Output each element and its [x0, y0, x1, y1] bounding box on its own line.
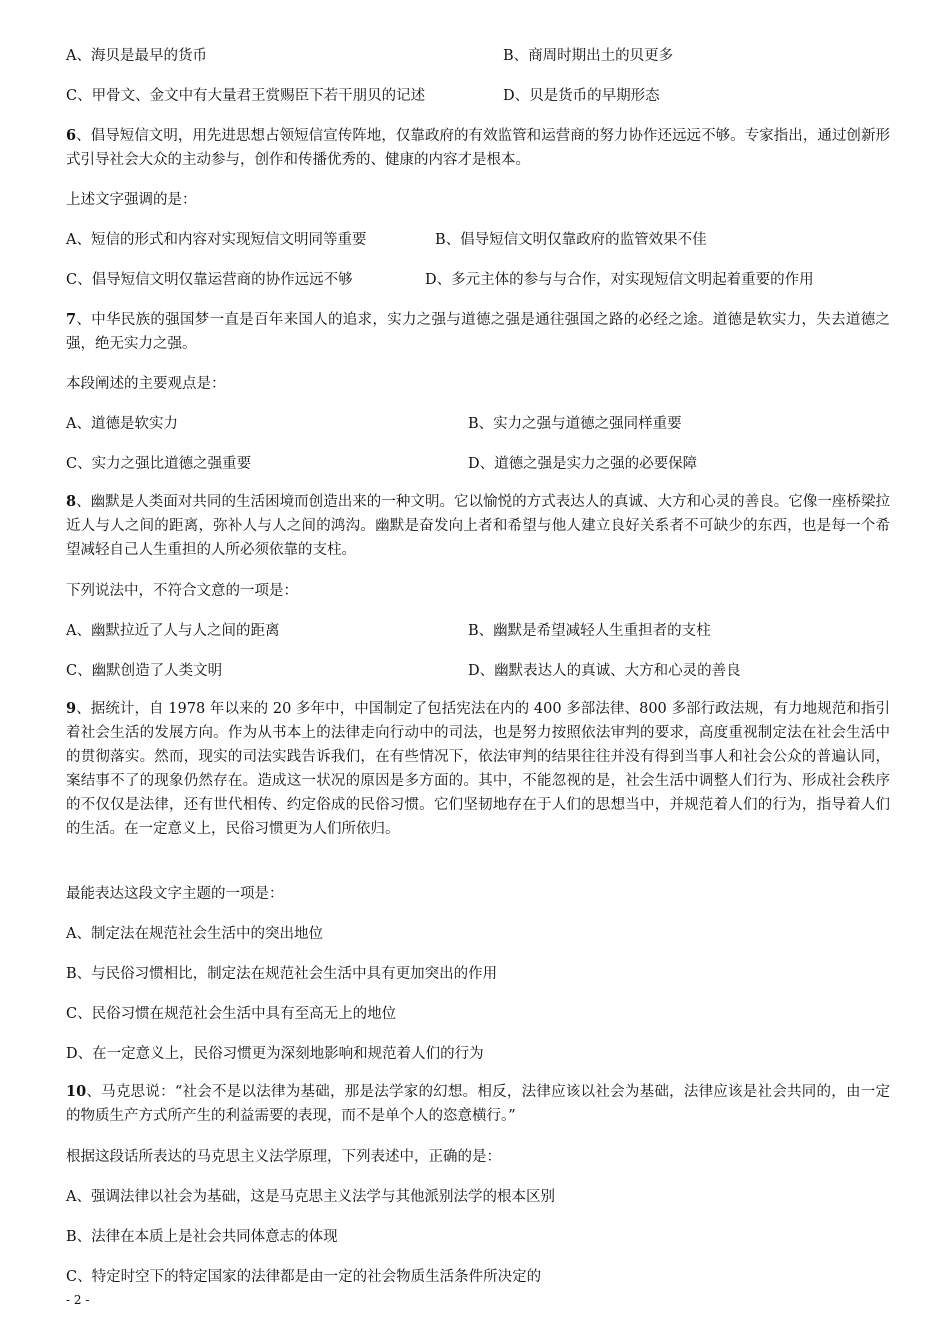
question-8-text: 、幽默是人类面对共同的生活困境而创造出来的一种文明。它以愉悦的方式表达人的真诚、大方和心灵的善良。它像一座桥梁拉近人与人之间的距离，弥补人与人之间的鸿沟。幽默是奋发向上者和希望与他人建立良好关系者不可缺少的东西，也是每一个希望减轻自己人生重担的人所必须依靠的支柱。: [66, 494, 890, 558]
question-7-prompt: 本段阐述的主要观点是：: [66, 376, 226, 392]
prev-option-a: A、海贝是最早的货币: [66, 48, 207, 64]
question-6-stem: [66, 124, 890, 172]
question-8-option-d: D、幽默表达人的真诚、大方和心灵的善良: [468, 663, 741, 679]
question-9-option-a: A、制定法在规范社会生活中的突出地位: [66, 926, 323, 942]
question-6-option-a: A、短信的形式和内容对实现短信文明同等重要: [66, 232, 367, 248]
question-7-text: 、中华民族的强国梦一直是百年来国人的追求，实力之强与道德之强是通往强国之路的必经之途。道德是软实力，失去道德之强，绝无实力之强。: [66, 312, 890, 352]
question-10-text: 、马克思说：“社会不是以法律为基础，那是法学家的幻想。相反，法律应该以社会为基础，法律应该是社会共同的，由一定的物质生产方式所产生的利益需要的表现，而不是单个人的恣意横行。”: [66, 1084, 890, 1124]
question-10-prompt: 根据这段话所表达的马克思主义法学原理，下列表述中，正确的是：: [66, 1149, 501, 1165]
question-9-text: 、据统计，自 1978 年以来的 20 多年中，中国制定了包括宪法在内的 400 多部法律、800 多部行政法规，有力地规范和指引着社会生活的发展方向。作为从书本上的法律走向行动中的司法，也是努力按照依法审判的要求，高度重视制定法在社会生活中的贯彻落实。然而，现实的司法实践告诉我们，在有些情况下，依法审判的结果往往并没有得到当事人和社会公众的普遍认同，案结事不了的现象仍然存在。造成这一状况的原因是多方面的。其中，不能忽视的是，社会生活中调整人们行为、形成社会秩序的不仅仅是法律，还有世代相传、约定俗成的民俗习惯。它们坚韧地存在于人们的思想当中，并规范着人们的行为，指导着人们的生活。在一定意义上，民俗习惯更为人们所依归。: [66, 701, 890, 837]
question-6-prompt: 上述文字强调的是：: [66, 192, 197, 208]
question-7-number: 7: [66, 311, 77, 328]
question-7-option-b: B、实力之强与道德之强同样重要: [468, 416, 682, 432]
page-number: - 2 -: [66, 1293, 90, 1307]
question-6-text: 、倡导短信文明，用先进思想占领短信宣传阵地，仅靠政府的有效监管和运营商的努力协作还远远不够。专家指出，通过创新形式引导社会大众的主动参与，创作和传播优秀的、健康的内容才是根本。: [66, 128, 890, 168]
question-10-option-b: B、法律在本质上是社会共同体意志的体现: [66, 1229, 338, 1245]
question-7-option-c: C、实力之强比道德之强重要: [66, 456, 252, 472]
question-6-option-b: B、倡导短信文明仅靠政府的监管效果不佳: [435, 232, 707, 248]
prev-option-b: B、商周时期出土的贝更多: [503, 48, 674, 64]
question-8-option-b: B、幽默是希望减轻人生重担者的支柱: [468, 623, 711, 639]
question-8-prompt: 下列说法中，不符合文意的一项是：: [66, 583, 298, 599]
prev-option-d: D、贝是货币的早期形态: [503, 88, 660, 104]
question-7-option-a: A、道德是软实力: [66, 416, 178, 432]
question-6-option-d: D、多元主体的参与与合作，对实现短信文明起着重要的作用: [425, 272, 814, 288]
question-6-number: 6: [66, 127, 77, 144]
question-7-stem: [66, 308, 890, 356]
question-10-option-a: A、强调法律以社会为基础，这是马克思主义法学与其他派别法学的根本区别: [66, 1189, 555, 1205]
question-10-stem: [66, 1080, 890, 1128]
question-10-option-c: C、特定时空下的特定国家的法律都是由一定的社会物质生活条件所决定的: [66, 1269, 542, 1285]
question-7-option-d: D、道德之强是实力之强的必要保障: [468, 456, 698, 472]
question-9-prompt: 最能表达这段文字主题的一项是：: [66, 886, 284, 902]
question-9-option-c: C、民俗习惯在规范社会生活中具有至高无上的地位: [66, 1006, 397, 1022]
question-8-option-c: C、幽默创造了人类文明: [66, 663, 223, 679]
question-9-number: 9: [66, 700, 77, 717]
prev-option-c: C、甲骨文、金文中有大量君王赏赐臣下若干朋贝的记述: [66, 88, 426, 104]
question-8-stem: [66, 490, 890, 562]
question-8-number: 8: [66, 493, 77, 510]
question-6-option-c: C、倡导短信文明仅靠运营商的协作远远不够: [66, 272, 353, 288]
question-9-stem: [66, 697, 890, 841]
question-8-option-a: A、幽默拉近了人与人之间的距离: [66, 623, 280, 639]
question-10-number: 10: [66, 1083, 87, 1100]
question-9-option-d: D、在一定意义上，民俗习惯更为深刻地影响和规范着人们的行为: [66, 1046, 484, 1062]
question-9-option-b: B、与民俗习惯相比，制定法在规范社会生活中具有更加突出的作用: [66, 966, 498, 982]
